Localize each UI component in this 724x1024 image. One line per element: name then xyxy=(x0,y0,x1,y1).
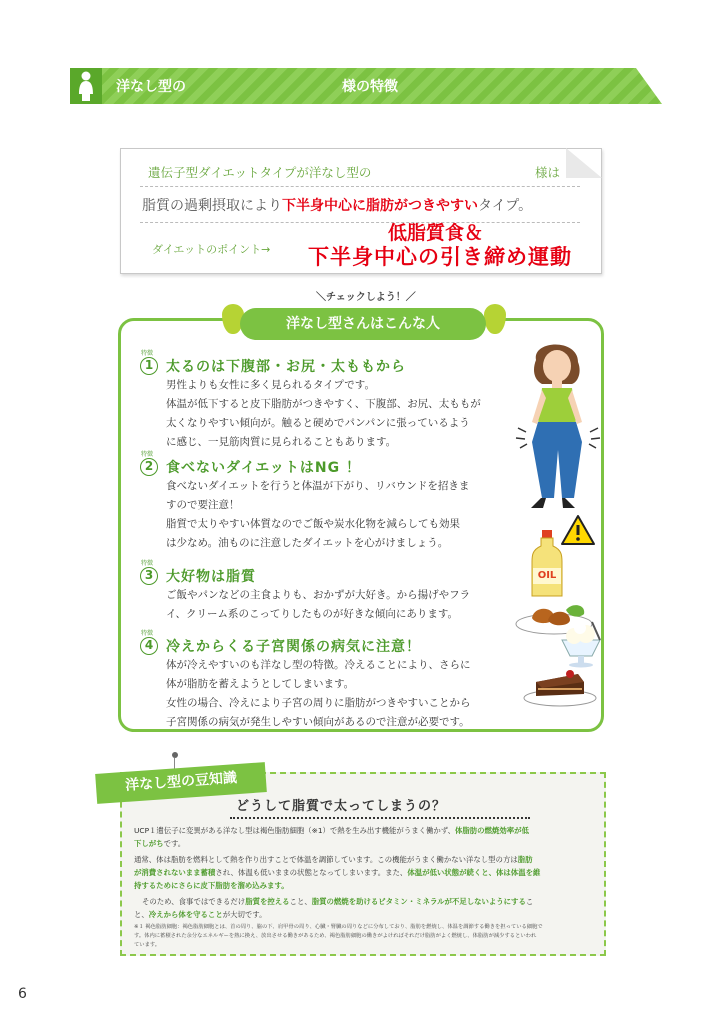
pin-icon xyxy=(172,752,178,758)
diet-point-label: ダイエットのポイント→ xyxy=(152,243,271,256)
mini-knowledge-title: どうして脂質で太ってしまうの？ xyxy=(236,799,447,814)
feature-number: 2 xyxy=(140,458,158,476)
footnote-line: ています。 xyxy=(134,942,161,948)
feature-text: 男性よりも女性に多く見られるタイプです。 xyxy=(166,379,375,391)
text-run: と、 xyxy=(134,910,149,919)
summary-line2-red: 下半身中心に脂肪がつきやすい xyxy=(282,198,478,214)
pear-shaped-woman-illustration xyxy=(508,338,608,518)
oil-bottle-icon xyxy=(530,530,564,600)
text-run: 通常、体は脂肪を燃料として熱を作り出すことで体温を調節しています。この機能がうまく働かない洋なし型の方は xyxy=(134,855,518,864)
summary-line2 xyxy=(142,195,532,215)
feature-token: 特徴 xyxy=(141,560,154,567)
highlight-run: が消費されないまま蓄積 xyxy=(134,868,216,877)
check-caption: ＼チェックしよう！／ xyxy=(316,292,416,303)
feature-text: イ、クリーム系のこってりしたものが好きな傾向にあります。 xyxy=(166,608,459,620)
highlight-run: 体脂肪の燃焼効率が低 xyxy=(454,826,529,835)
summary-line2-post: タイプ。 xyxy=(478,198,533,214)
feature-number: 4 xyxy=(140,637,158,655)
feature-text: 体が脂肪を蓄えようとしてしまいます。 xyxy=(166,678,355,690)
highlight-run: 脂質を控える xyxy=(245,897,290,906)
chocolate-cake-icon xyxy=(522,664,598,712)
feature-token: 特徴 xyxy=(141,350,154,357)
diet-point-1: 低脂質食＆ xyxy=(388,222,484,244)
text-run: こ xyxy=(525,897,534,906)
mini-paragraph-2-cont xyxy=(134,866,540,879)
mini-paragraph-3-cont xyxy=(134,908,266,921)
person-icon xyxy=(70,68,102,104)
mini-paragraph-1-cont xyxy=(134,837,185,850)
text-run: され、体温も低いままの状態となってしまいます。また、 xyxy=(215,868,408,877)
header-title-left: 洋なし型の xyxy=(116,79,186,95)
highlight-run: 冷えから体を守ること xyxy=(148,910,223,919)
feature-text: 子宮関係の病気が発生しやすい傾向があるので注意が必要です。 xyxy=(166,716,470,728)
highlight-run: 脂肪 xyxy=(517,855,533,864)
dashed-divider xyxy=(140,186,580,187)
feature-text: 食べないダイエットを行うと体温が下がり、リバウンドを招きま xyxy=(166,480,470,492)
feature-token: 特徴 xyxy=(141,451,154,458)
page-number: 6 xyxy=(18,986,27,1002)
mini-knowledge-tag-text: 洋なし型の豆知識 xyxy=(124,770,238,794)
feature-title: 冷えからくる子宮関係の病気に注意！ xyxy=(166,639,421,655)
check-caption-text: チェックしよう！ xyxy=(326,292,406,303)
oil-label: OIL xyxy=(537,570,557,581)
text-run: です。 xyxy=(163,839,186,848)
text-run: そのため、食事ではできるだけ xyxy=(142,897,246,906)
highlight-run: 脂質の燃焼を助けるビタミン・ミネラルが不足しないようにする xyxy=(311,897,526,906)
feature-text: ご飯やパンなどの主食よりも、おかずが大好き。から揚げやフラ xyxy=(166,589,471,601)
title-underline xyxy=(230,817,530,819)
text-run: こと、 xyxy=(289,897,312,906)
feature-text: は少なめ。油ものに注意したダイエットを心がけましょう。 xyxy=(166,537,449,549)
feature-number: 3 xyxy=(140,567,158,585)
feature-text: 脂質で太りやすい体質なのでご飯や炭水化物を減らしても効果 xyxy=(166,518,460,530)
feature-title: 太るのは下腹部・お尻・太ももから xyxy=(166,359,406,375)
feature-number: 1 xyxy=(140,357,158,375)
summary-line1: 遺伝子型ダイエットタイプが洋なし型の xyxy=(148,165,372,180)
mini-paragraph-2 xyxy=(134,853,533,866)
highlight-run: 体温が低い状態が続くと、体は体温を維 xyxy=(407,868,541,877)
highlight-run: 下しがち xyxy=(134,839,164,848)
feature-text: すので要注意！ xyxy=(166,499,240,511)
warning-icon xyxy=(560,514,596,550)
features-banner-title: 洋なし型さんはこんな人 xyxy=(286,316,440,332)
feature-text: 太くなりやすい傾向が。触ると硬めでパンパンに張っているよう xyxy=(166,417,470,429)
header-title-right: 様の特徴 xyxy=(342,79,398,95)
mini-paragraph-3 xyxy=(142,895,533,908)
summary-line1-suffix: 様は xyxy=(535,165,561,180)
feature-token: 特徴 xyxy=(141,630,154,637)
summary-line2-pre: 脂質の過剰摂取により xyxy=(142,198,282,214)
highlight-run: 持するためにさらに皮下脂肪を溜め込みます。 xyxy=(134,881,289,890)
feature-text: に感じ、一見筋肉質に見られることもあります。 xyxy=(166,436,397,448)
mini-paragraph-1 xyxy=(134,824,529,837)
feature-title: 大好物は脂質 xyxy=(166,569,256,585)
feature-title: 食べないダイエットはNG ！ xyxy=(166,460,361,476)
feature-text: 女性の場合、冷えにより子宮の周りに脂肪がつきやすいことから xyxy=(166,697,471,709)
dashed-divider xyxy=(140,222,580,223)
feature-text: 体が冷えやすいのも洋なし型の特徴。冷えることにより、さらに xyxy=(166,659,471,671)
mini-paragraph-2-end xyxy=(134,879,289,892)
footnote-line: す。体内に蓄積された余分なエネルギーを熱に換え、放出させる働きがあるため、褐色脂肪細胞の働きがよければそれだけ脂肪がよく燃焼し、体脂肪が減少するといわれ xyxy=(134,933,537,939)
footnote-line: ※１ 褐色脂肪細胞：褐色脂肪細胞とは、首の周り、脇の下、肩甲骨の周り、心臓・腎臓の周りなどに分布しており、脂肪を燃焼し、体温を調節する働きを担っている細胞で xyxy=(134,924,543,930)
feature-text: 体温が低下すると皮下脂肪がつきやすく、下腹部、お尻、太ももが xyxy=(166,398,481,410)
text-run: が大切です。 xyxy=(222,910,267,919)
diet-point-2: 下半身中心の引き締め運動 xyxy=(308,245,572,269)
text-run: UCP１遺伝子に変異がある洋なし型は褐色脂肪細胞（※1）で熱を生み出す機能がうまく働かず、 xyxy=(134,826,455,835)
